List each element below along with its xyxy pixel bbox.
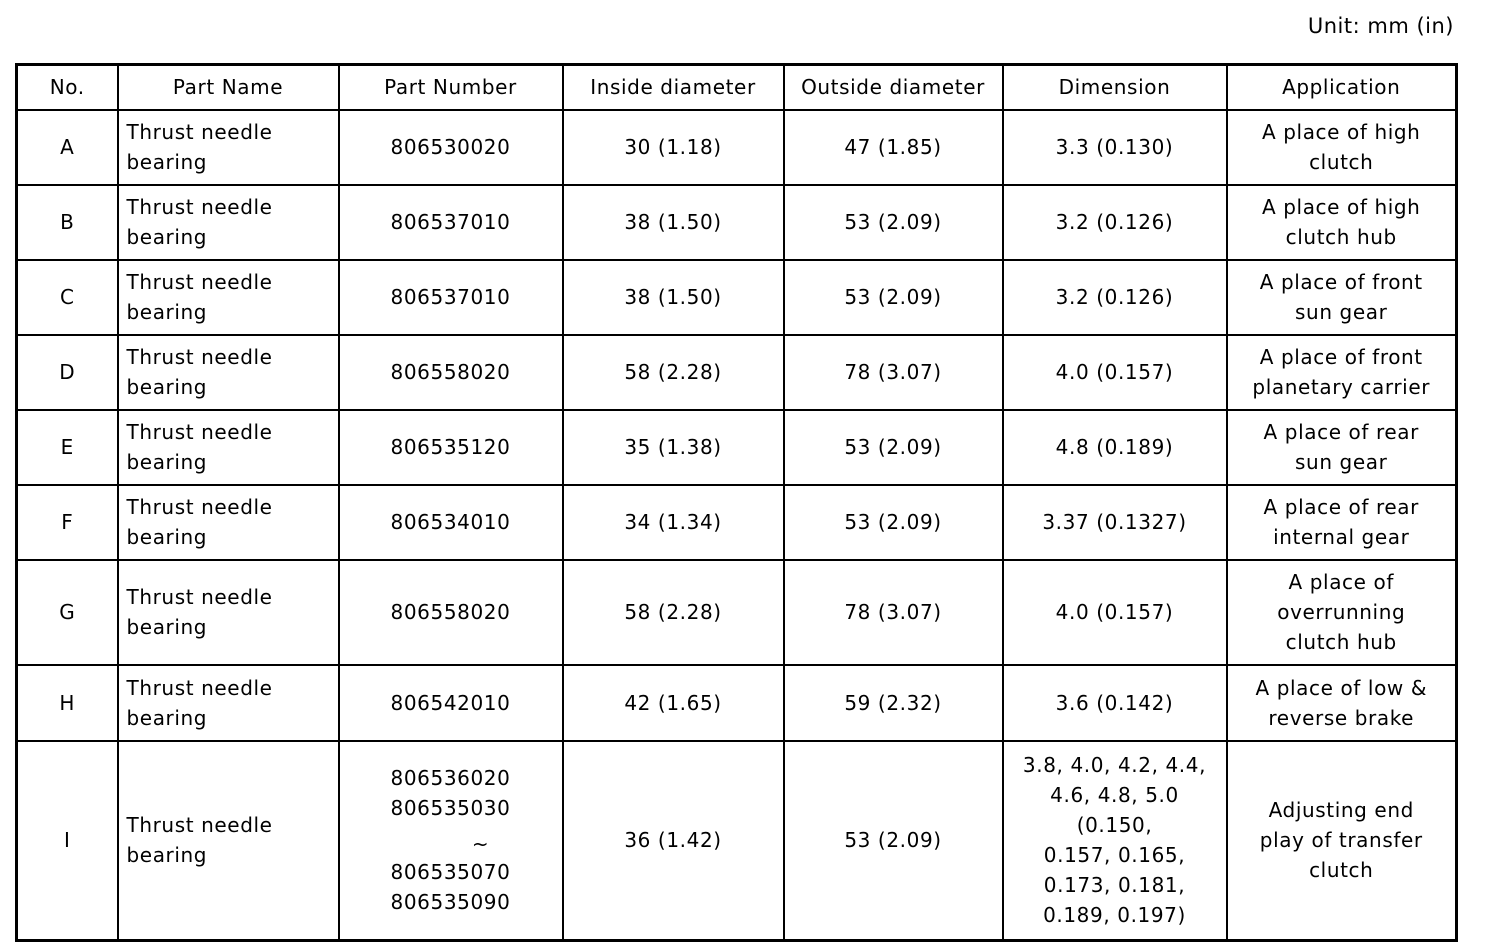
cell-part-name-line: bearing <box>126 615 208 639</box>
cell-dimension-line: 3.3 (0.130) <box>1055 135 1174 159</box>
cell-dimension-line: 0.157, 0.165, <box>1043 843 1186 868</box>
cell-outside-diameter-text: 59 (2.32) <box>844 690 942 715</box>
table-row <box>17 741 1457 941</box>
cell-inside-diameter-text: 42 (1.65) <box>624 690 722 715</box>
cell-application-line: play of transfer <box>1259 828 1423 853</box>
cell-application-line: A place of <box>1288 570 1394 594</box>
cell-inside-diameter <box>563 560 784 665</box>
cell-part-number-line: 806530020 <box>390 135 511 159</box>
unit-label: Unit: mm (in) <box>1307 14 1454 38</box>
cell-no <box>17 665 118 741</box>
cell-dimension <box>1003 185 1227 260</box>
cell-part-number <box>339 485 563 560</box>
cell-application-line: A place of low & <box>1255 675 1428 700</box>
table-row <box>17 665 1457 741</box>
cell-part-name <box>118 185 339 260</box>
cell-no-text: I <box>64 828 71 853</box>
cell-dimension-line: 3.8, 4.0, 4.2, 4.4, <box>1022 753 1207 778</box>
cell-no <box>17 485 118 560</box>
cell-part-number-line: 806537010 <box>390 285 511 309</box>
cell-no <box>17 185 118 260</box>
table-row <box>17 410 1457 485</box>
header-dimension: Dimension <box>1003 65 1227 110</box>
cell-part-number-line: 806537010 <box>390 210 511 234</box>
cell-application <box>1227 741 1457 941</box>
cell-inside-diameter-text: 58 (2.28) <box>624 600 722 624</box>
table-body <box>17 110 1457 941</box>
cell-dimension <box>1003 410 1227 485</box>
cell-application-line: A place of high <box>1262 195 1421 219</box>
cell-part-number-line: 806558020 <box>390 360 511 384</box>
cell-dimension <box>1003 665 1227 741</box>
cell-application <box>1227 485 1457 560</box>
cell-outside-diameter <box>784 741 1003 941</box>
cell-dimension <box>1003 485 1227 560</box>
cell-part-name-line: bearing <box>126 225 208 249</box>
cell-part-number-line: 806535090 <box>390 890 511 915</box>
cell-application-line: sun gear <box>1295 300 1388 324</box>
cell-part-number-line: 806536020 <box>390 766 511 791</box>
cell-dimension-line: 0.173, 0.181, <box>1043 873 1186 898</box>
cell-outside-diameter-text: 78 (3.07) <box>844 360 942 384</box>
cell-part-number-line: 806535030 <box>390 796 511 821</box>
cell-part-number-line: 806534010 <box>390 510 511 534</box>
cell-dimension-line: 4.0 (0.157) <box>1055 600 1174 624</box>
cell-application-line: clutch hub <box>1285 225 1397 249</box>
cell-no-text: B <box>60 210 75 234</box>
cell-no-text: A <box>60 135 75 159</box>
cell-part-name-line: Thrust needle <box>126 675 273 700</box>
cell-outside-diameter-text: 47 (1.85) <box>844 135 942 159</box>
cell-part-name-line: bearing <box>126 300 208 324</box>
cell-dimension-line: 3.2 (0.126) <box>1055 285 1174 309</box>
cell-application-line: clutch hub <box>1285 630 1397 654</box>
cell-inside-diameter-text: 30 (1.18) <box>624 135 722 159</box>
header-application: Application <box>1227 65 1457 110</box>
cell-dimension <box>1003 335 1227 410</box>
cell-outside-diameter <box>784 485 1003 560</box>
table-row <box>17 335 1457 410</box>
cell-part-name-line: Thrust needle <box>126 585 273 609</box>
cell-no-text: H <box>59 690 76 715</box>
cell-part-name-line: bearing <box>126 150 208 174</box>
cell-no-text: F <box>61 510 74 534</box>
cell-dimension-line: 4.8 (0.189) <box>1055 435 1174 459</box>
cell-inside-diameter-text: 36 (1.42) <box>624 828 722 853</box>
cell-outside-diameter-text: 78 (3.07) <box>844 600 942 624</box>
cell-application-line: A place of rear <box>1263 420 1419 444</box>
cell-part-name <box>118 110 339 185</box>
cell-outside-diameter <box>784 560 1003 665</box>
cell-application-line: A place of high <box>1262 120 1421 144</box>
table-row <box>17 185 1457 260</box>
cell-outside-diameter-text: 53 (2.09) <box>844 510 942 534</box>
header-row <box>17 65 1457 110</box>
cell-part-name-line: bearing <box>126 450 208 474</box>
cell-part-number <box>339 741 563 941</box>
cell-part-number <box>339 335 563 410</box>
cell-part-name-line: Thrust needle <box>126 345 273 369</box>
cell-application-line: A place of front <box>1259 345 1423 369</box>
cell-outside-diameter-text: 53 (2.09) <box>844 210 942 234</box>
cell-application <box>1227 185 1457 260</box>
cell-dimension-line: 0.189, 0.197) <box>1043 903 1186 928</box>
cell-part-number <box>339 110 563 185</box>
cell-part-name-line: Thrust needle <box>126 495 273 519</box>
cell-part-name <box>118 560 339 665</box>
table-row <box>17 485 1457 560</box>
cell-part-name <box>118 410 339 485</box>
cell-dimension <box>1003 560 1227 665</box>
cell-dimension-line: 3.37 (0.1327) <box>1042 510 1187 534</box>
cell-no <box>17 560 118 665</box>
cell-outside-diameter <box>784 260 1003 335</box>
cell-outside-diameter <box>784 410 1003 485</box>
cell-no <box>17 410 118 485</box>
cell-application-line: clutch <box>1309 858 1374 883</box>
cell-part-number-line: 806535120 <box>390 435 511 459</box>
cell-part-name <box>118 335 339 410</box>
cell-inside-diameter <box>563 410 784 485</box>
cell-part-name <box>118 665 339 741</box>
header-part-number: Part Number <box>339 65 563 110</box>
cell-application <box>1227 665 1457 741</box>
cell-application <box>1227 260 1457 335</box>
cell-inside-diameter-text: 58 (2.28) <box>624 360 722 384</box>
cell-outside-diameter-text: 53 (2.09) <box>844 828 942 853</box>
cell-outside-diameter-text: 53 (2.09) <box>844 435 942 459</box>
bearing-spec-table <box>15 63 1458 942</box>
cell-part-number <box>339 410 563 485</box>
cell-part-number-line: 806535070 <box>390 860 511 885</box>
cell-outside-diameter <box>784 185 1003 260</box>
cell-part-name-line: Thrust needle <box>126 270 273 294</box>
cell-inside-diameter-text: 38 (1.50) <box>624 285 722 309</box>
cell-part-number-line: 806558020 <box>390 600 511 624</box>
cell-no-text: D <box>59 360 76 384</box>
cell-inside-diameter <box>563 741 784 941</box>
cell-dimension <box>1003 110 1227 185</box>
cell-part-name-line: bearing <box>126 843 208 868</box>
cell-inside-diameter <box>563 260 784 335</box>
cell-part-name <box>118 485 339 560</box>
cell-part-number-line: 806542010 <box>390 690 511 715</box>
cell-no <box>17 741 118 941</box>
cell-inside-diameter-text: 35 (1.38) <box>624 435 722 459</box>
cell-inside-diameter-text: 38 (1.50) <box>624 210 722 234</box>
cell-application-line: A place of rear <box>1263 495 1419 519</box>
cell-outside-diameter <box>784 665 1003 741</box>
cell-application-line: sun gear <box>1295 450 1388 474</box>
cell-no-text: C <box>59 285 75 309</box>
cell-outside-diameter <box>784 335 1003 410</box>
cell-part-name-line: Thrust needle <box>126 120 273 144</box>
cell-part-number-line: ~ <box>471 832 490 857</box>
cell-inside-diameter-text: 34 (1.34) <box>624 510 722 534</box>
table-row <box>17 260 1457 335</box>
cell-part-name-line: bearing <box>126 525 208 549</box>
cell-part-name <box>118 260 339 335</box>
cell-part-name <box>118 741 339 941</box>
cell-part-number <box>339 185 563 260</box>
cell-application-line: planetary carrier <box>1252 375 1431 399</box>
cell-dimension-line: 4.6, 4.8, 5.0 (0.150, <box>1050 783 1179 838</box>
cell-part-name-line: Thrust needle <box>126 813 273 838</box>
cell-application <box>1227 560 1457 665</box>
cell-dimension-line: 4.0 (0.157) <box>1055 360 1174 384</box>
cell-dimension <box>1003 260 1227 335</box>
table-row <box>17 560 1457 665</box>
cell-outside-diameter-text: 53 (2.09) <box>844 285 942 309</box>
cell-no <box>17 110 118 185</box>
cell-application-line: Adjusting end <box>1268 798 1414 823</box>
cell-part-number <box>339 260 563 335</box>
cell-dimension-line: 3.6 (0.142) <box>1055 690 1174 715</box>
cell-part-name-line: bearing <box>126 375 208 399</box>
cell-outside-diameter <box>784 110 1003 185</box>
cell-part-number <box>339 665 563 741</box>
header-outside-diameter: Outside diameter <box>784 65 1003 110</box>
cell-application-line: A place of front <box>1259 270 1423 294</box>
cell-application-line: overrunning <box>1277 600 1406 624</box>
cell-part-name-line: bearing <box>126 705 208 730</box>
header-inside-diameter: Inside diameter <box>563 65 784 110</box>
cell-application <box>1227 110 1457 185</box>
cell-no <box>17 335 118 410</box>
header-no: No. <box>17 65 118 110</box>
cell-dimension-line: 3.2 (0.126) <box>1055 210 1174 234</box>
cell-part-name-line: Thrust needle <box>126 420 273 444</box>
cell-part-name-line: Thrust needle <box>126 195 273 219</box>
cell-no-text: E <box>60 435 74 459</box>
cell-application-line: internal gear <box>1273 525 1410 549</box>
cell-no-text: G <box>59 600 76 624</box>
cell-application-line: reverse brake <box>1268 705 1415 730</box>
cell-inside-diameter <box>563 665 784 741</box>
cell-inside-diameter <box>563 335 784 410</box>
cell-dimension <box>1003 741 1227 941</box>
cell-application <box>1227 410 1457 485</box>
table-row <box>17 110 1457 185</box>
cell-inside-diameter <box>563 110 784 185</box>
cell-application <box>1227 335 1457 410</box>
cell-inside-diameter <box>563 185 784 260</box>
cell-part-number <box>339 560 563 665</box>
cell-application-line: clutch <box>1309 150 1374 174</box>
header-part-name: Part Name <box>118 65 339 110</box>
cell-no <box>17 260 118 335</box>
cell-inside-diameter <box>563 485 784 560</box>
